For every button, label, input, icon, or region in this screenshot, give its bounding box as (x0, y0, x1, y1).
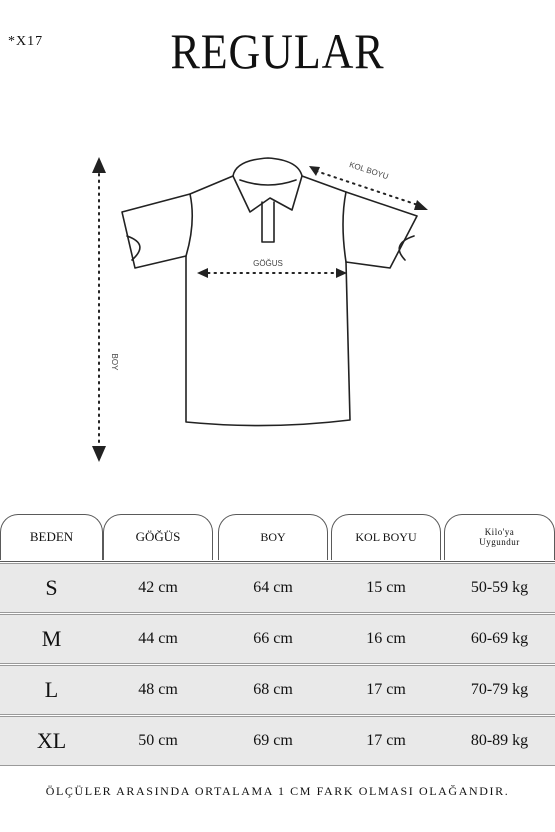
gogus-label: GÖĞUS (253, 259, 283, 268)
footer-note: ÖLÇÜLER ARASINDA ORTALAMA 1 CM FARK OLMASI OLAĞANDIR. (45, 784, 510, 798)
header-kilo-line2: Uygundur (479, 536, 520, 547)
cell-kol: 17 cm (366, 681, 406, 698)
cell-kilo: 80-89 kg (470, 732, 529, 749)
table-row (0, 614, 555, 664)
cell-gogus: 42 cm (138, 579, 178, 596)
boy-arrow-up (92, 157, 106, 173)
table-row (0, 665, 555, 715)
gogus-arrow-left (197, 268, 208, 278)
right-shoulder-seam (343, 192, 346, 262)
product-code: *X17 (8, 34, 44, 49)
kol-arrow-start (309, 166, 320, 176)
header-kilo-line1: Kilo'ya (484, 526, 515, 537)
right-sleeve-hem (399, 236, 414, 260)
boy-arrow-down (92, 446, 106, 462)
cell-kilo: 70-79 kg (470, 681, 529, 698)
header-gogus: GÖĞÜS (103, 514, 213, 560)
boy-measurement-arrow (92, 157, 119, 462)
cell-gogus: 50 cm (138, 732, 178, 749)
cell-boy: 66 cm (253, 630, 293, 647)
kol-arrow-end (414, 200, 428, 210)
gogus-measurement-arrow (197, 259, 347, 278)
header-kol-boyu: KOL BOYU (331, 514, 441, 560)
page-title: REGULAR (170, 23, 385, 79)
table-row (0, 716, 555, 766)
cell-size: M (41, 626, 62, 651)
shirt-body-outline (122, 176, 417, 426)
boy-label: BOY (110, 353, 119, 371)
cell-boy: 68 cm (253, 681, 293, 698)
cell-size: XL (36, 728, 67, 753)
cell-gogus: 44 cm (138, 630, 178, 647)
table-row (0, 563, 555, 613)
cell-kilo: 50-59 kg (470, 579, 529, 596)
cell-boy: 64 cm (253, 579, 293, 596)
collar-band (240, 180, 296, 185)
cell-kol: 15 cm (366, 579, 406, 596)
gogus-arrow-right (336, 268, 347, 278)
cell-kol: 17 cm (366, 732, 406, 749)
header-kilo (444, 514, 555, 560)
table-header (0, 514, 555, 561)
cell-size: S (45, 575, 58, 600)
cell-kilo: 60-69 kg (470, 630, 529, 647)
kol-boyu-label: KOL BOYU (348, 160, 390, 182)
cell-size: L (44, 677, 59, 702)
header-beden: BEDEN (0, 514, 103, 560)
table-body (0, 561, 555, 766)
shirt-diagram (0, 140, 555, 470)
cell-kol: 16 cm (366, 630, 406, 647)
size-table (0, 514, 555, 766)
cell-gogus: 48 cm (138, 681, 178, 698)
header-boy: BOY (218, 514, 328, 560)
left-shoulder-seam (186, 194, 192, 256)
placket (262, 202, 274, 242)
cell-boy: 69 cm (253, 732, 293, 749)
